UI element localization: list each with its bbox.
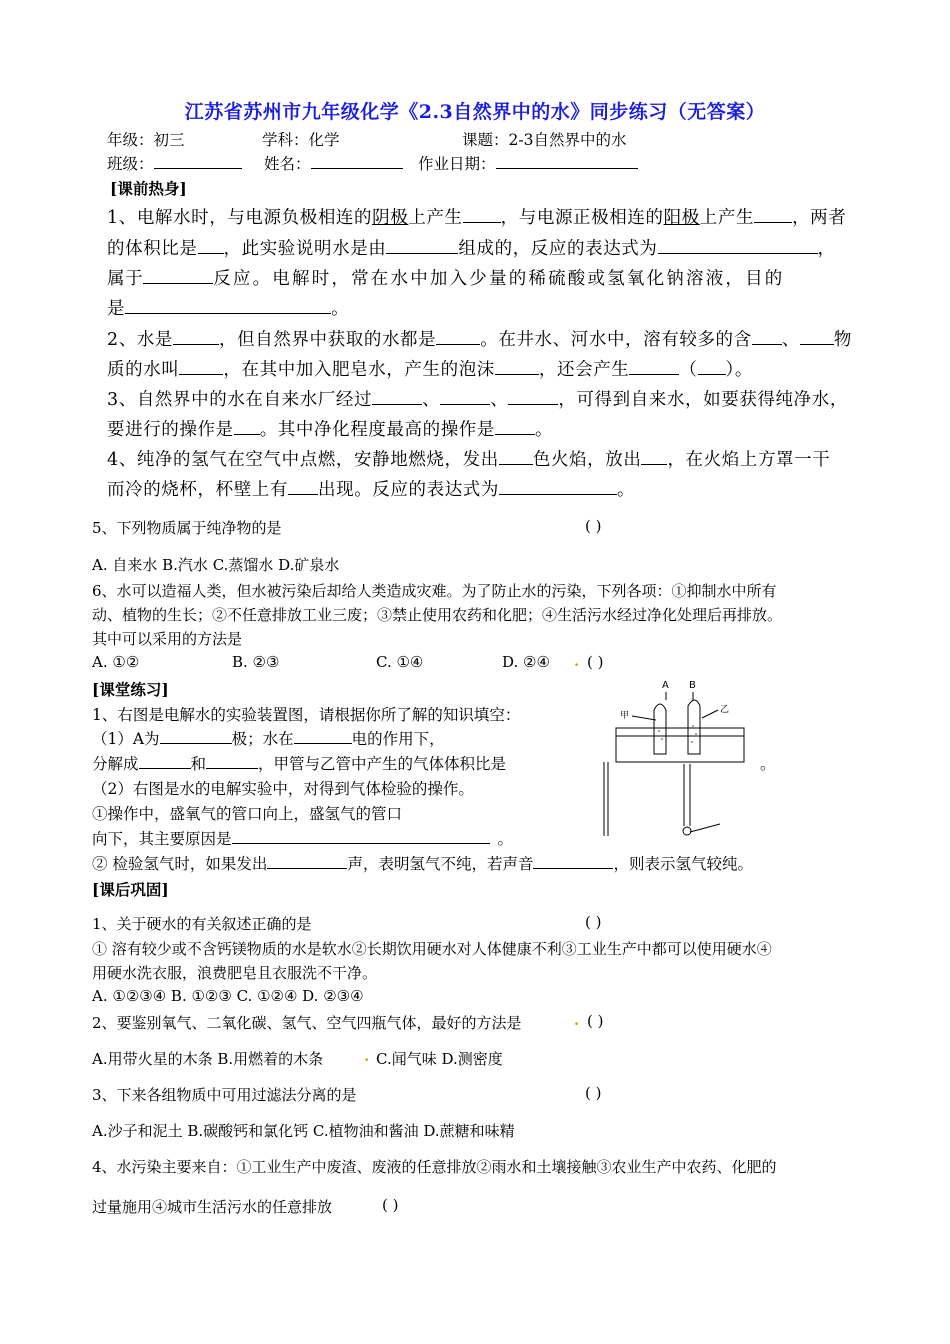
blank[interactable] <box>198 238 224 254</box>
text: ，可得到自来水，如要获得纯净水， <box>558 390 848 410</box>
pointer-yi <box>702 710 718 718</box>
text: ）。 <box>725 360 753 380</box>
section-class-heading: [课堂练习] <box>92 680 169 699</box>
tube-jia <box>654 704 666 754</box>
cls-line3-end: 。 <box>760 755 776 773</box>
class-field <box>107 152 242 174</box>
text: ，在火焰上方罩一干 <box>667 450 831 470</box>
text: 。在井水、河水中，溶有较多的含 <box>480 330 752 350</box>
q5-answer-paren[interactable]: ( ) <box>585 517 602 535</box>
text: 3、自然界中的水在自来水厂经过 <box>107 390 373 410</box>
cls-line7 <box>92 852 753 874</box>
post-q2-options-a: A.用带火星的木条 B.用燃着的木条 <box>92 1050 324 1068</box>
pre-q3-line1 <box>107 386 848 411</box>
text: ，两者 <box>792 208 847 228</box>
blank[interactable] <box>658 238 818 254</box>
blank[interactable] <box>294 728 352 744</box>
pre-q3-line2 <box>107 416 553 441</box>
blank[interactable] <box>499 449 533 465</box>
date-label: 作业日期： <box>418 155 496 173</box>
blank[interactable] <box>495 359 539 375</box>
cls-line1: 1、右图是电解水的实验装置图，请根据你所了解的知识填空： <box>92 706 521 724</box>
bubble <box>661 738 663 740</box>
post-q2-options-b: C.闻气味 D.测密度 <box>376 1050 503 1068</box>
post-q2-answer-paren[interactable]: ( ) <box>587 1012 604 1030</box>
blank[interactable] <box>752 329 782 345</box>
text: 声，表明氢气不纯，若声音 <box>347 855 534 873</box>
text: ，甲管与乙管中产生的气体体积比是 <box>258 755 507 773</box>
q5-stem: 5、下列物质属于纯净物的是 <box>92 519 282 537</box>
cls-line6 <box>92 827 513 849</box>
q6-option-d: D. ②④ <box>502 653 550 671</box>
pre-q1-line2 <box>107 235 836 260</box>
text: 属于 <box>107 269 144 289</box>
tube-yi <box>688 700 700 754</box>
q6-line1: 6、水可以造福人类，但水被污染后却给人类造成灾难。为了防止水的污染，下列各项：①抑制水中所有 <box>92 582 777 600</box>
text: 上产生 <box>699 208 755 228</box>
text: 。 <box>331 299 350 319</box>
pointer-jia <box>632 716 656 720</box>
text: 向下，其主要原因是 <box>92 830 232 848</box>
section-post-heading: [课后巩固] <box>92 880 169 899</box>
blank[interactable] <box>386 238 458 254</box>
pre-q1-line1 <box>107 204 846 229</box>
label-b: B <box>689 680 696 691</box>
blank[interactable] <box>179 359 223 375</box>
blank[interactable] <box>533 853 613 869</box>
text: ， <box>817 239 836 259</box>
text: 要进行的操作是 <box>107 420 234 440</box>
text: 。 <box>535 420 554 440</box>
class-blank[interactable] <box>154 153 242 169</box>
q6-option-a: A. ①② <box>92 653 140 671</box>
text: 、 <box>422 390 441 410</box>
text: 而冷的烧杯，杯壁上有 <box>107 480 288 500</box>
section-pre-heading: [课前热身] <box>110 179 187 198</box>
pre-q1-line4 <box>107 295 349 320</box>
name-label: 姓名： <box>264 155 311 173</box>
blank[interactable] <box>440 389 490 405</box>
electrolysis-apparatus-figure <box>596 676 764 840</box>
blank[interactable] <box>629 359 679 375</box>
post-q1-line3: 用硬水洗衣服，浪费肥皂且衣服洗不干净。 <box>92 964 378 982</box>
pre-q2-line2 <box>107 356 753 381</box>
text: 分解成 <box>92 755 139 773</box>
page-title: 江苏省苏州市九年级化学《2.3自然界中的水》同步练习（无答案） <box>184 101 766 123</box>
blank[interactable] <box>641 449 667 465</box>
text: ② 检验氢气时，如果发出 <box>92 855 268 873</box>
text: 。 <box>617 480 636 500</box>
name-blank[interactable] <box>311 153 403 169</box>
bubble <box>658 730 660 732</box>
post-q4-line1: 4、水污染主要来自：①工业生产中废渣、废液的任意排放②雨水和土壤接触③农业生产中农药、化肥的 <box>92 1158 777 1176</box>
pre-q2-line1 <box>107 326 852 351</box>
blank[interactable] <box>754 207 792 223</box>
blank[interactable] <box>160 728 232 744</box>
text: 1、电解水时，与电源负极相连的 <box>107 208 373 228</box>
text: （1）A为 <box>92 730 160 748</box>
water-trough <box>616 728 744 762</box>
q6-option-c: C. ①④ <box>376 653 424 671</box>
q5-options: A. 自来水 B.汽水 C.蒸馏水 D.矿泉水 <box>92 556 340 574</box>
blank[interactable] <box>698 359 726 375</box>
cls-line3 <box>92 752 506 774</box>
text: 物 <box>833 330 852 350</box>
blank[interactable] <box>232 828 490 844</box>
text: ，则表示氢气较纯。 <box>613 855 753 873</box>
post-q1-line2: ① 溶有较少或不含钙镁物质的水是软水②长期饮用硬水对人体健康不利③工业生产中都可以使用硬水④ <box>92 940 772 958</box>
class-label: 班级： <box>107 155 154 173</box>
text: ，但自然界中获取的水都是 <box>219 330 437 350</box>
blank[interactable] <box>173 329 219 345</box>
date-blank[interactable] <box>496 153 638 169</box>
post-q3-options: A.沙子和泥土 B.碳酸钙和氯化钙 C.植物油和酱油 D.蔗糖和味精 <box>92 1122 515 1140</box>
q6-option-b: B. ②③ <box>232 653 280 671</box>
post-q3-stem: 3、下来各组物质中可用过滤法分离的是 <box>92 1086 357 1104</box>
blank[interactable] <box>495 419 535 435</box>
stray-dot: . <box>574 652 580 670</box>
bubble <box>695 733 697 735</box>
text: 组成的，反应的表达式为 <box>458 239 658 259</box>
blank[interactable] <box>139 753 191 769</box>
post-q4-answer-paren[interactable]: ( ) <box>382 1196 399 1214</box>
text: 质的水叫 <box>107 360 180 380</box>
stray-dot: . <box>574 1011 580 1029</box>
post-q1-stem: 1、关于硬水的有关叙述正确的是 <box>92 915 312 933</box>
pre-q4-line1 <box>107 446 830 471</box>
topic-label: 课题：2-3自然界中的水 <box>462 131 627 149</box>
label-jia: 甲 <box>620 711 630 721</box>
blank[interactable] <box>508 389 558 405</box>
text: 4、纯净的氢气在空气中点燃，安静地燃烧，发出 <box>107 450 499 470</box>
post-q3-answer-paren[interactable]: ( ) <box>585 1084 602 1102</box>
cls-line5: ①操作中，盛氧气的管口向上，盛氢气的管口 <box>92 805 403 823</box>
subject-label: 学科：化学 <box>262 131 340 149</box>
text: 色火焰，放出 <box>532 450 642 470</box>
cls-line2 <box>92 727 445 749</box>
lamp-handle <box>690 824 720 832</box>
text: 反应。电解时，常在水中加入少量的稀硫酸或氢氧化钠溶液，目的 <box>213 269 785 289</box>
text: 。其中净化程度最高的操作是 <box>259 420 496 440</box>
text: 阴极 <box>372 208 409 228</box>
blank[interactable] <box>436 329 480 345</box>
text: 阳极 <box>663 208 700 228</box>
blank[interactable] <box>499 479 617 495</box>
pre-q4-line2 <box>107 476 635 501</box>
q6-line2: 动、植物的生长；②不任意排放工业三废；③禁止使用农药和化肥；④生活污水经过净化处理后再排放。 <box>92 606 783 624</box>
text: 的体积比是 <box>107 239 198 259</box>
text: 。 <box>497 830 514 848</box>
text: 、 <box>781 330 800 350</box>
blank[interactable] <box>143 268 213 284</box>
label-yi: 乙 <box>720 705 730 715</box>
blank[interactable] <box>463 207 501 223</box>
grade-label: 年级：初三 <box>107 131 185 149</box>
q6-answer-paren[interactable]: ( ) <box>587 653 604 671</box>
stray-dot: . <box>364 1047 370 1065</box>
text: 极；水在 <box>231 730 294 748</box>
blank[interactable] <box>288 479 318 495</box>
text: （ <box>679 360 698 380</box>
pre-q1-line3 <box>107 265 785 290</box>
label-a: A <box>662 680 669 691</box>
blank[interactable] <box>234 419 260 435</box>
post-q4-line2: 过量施用④城市生活污水的任意排放 <box>92 1198 333 1216</box>
text: 和 <box>190 755 207 773</box>
blank[interactable] <box>206 753 258 769</box>
q6-line3: 其中可以采用的方法是 <box>92 630 243 648</box>
text: ，在其中加入肥皂水，产生的泡沫 <box>223 360 495 380</box>
text: ，与电源正极相连的 <box>500 208 664 228</box>
bubble <box>692 725 694 727</box>
blank[interactable] <box>267 853 347 869</box>
text: 是 <box>107 299 126 319</box>
cls-line4: （2）右图是水的电解实验中，对得到气体检验的操作。 <box>92 780 474 798</box>
lamp-flame <box>683 827 691 835</box>
post-q2-stem: 2、要鉴别氧气、二氧化碳、氢气、空气四瓶气体，最好的方法是 <box>92 1014 522 1032</box>
text: ，还会产生 <box>538 360 630 380</box>
text: ，此实验说明水是由 <box>223 239 387 259</box>
blank[interactable] <box>372 389 422 405</box>
text: 、 <box>490 390 509 410</box>
blank[interactable] <box>800 329 834 345</box>
date-field <box>418 152 638 174</box>
bubble <box>691 741 693 743</box>
text: 上产生 <box>408 208 463 228</box>
blank[interactable] <box>125 298 331 314</box>
text: 2、水是 <box>107 330 174 350</box>
name-field <box>264 152 403 174</box>
post-q1-options: A. ①②③④ B. ①②③ C. ①②④ D. ②③④ <box>92 987 364 1005</box>
text: 电的作用下， <box>351 730 445 748</box>
text: 出现。反应的表达式为 <box>318 480 499 500</box>
post-q1-answer-paren[interactable]: ( ) <box>585 913 602 931</box>
